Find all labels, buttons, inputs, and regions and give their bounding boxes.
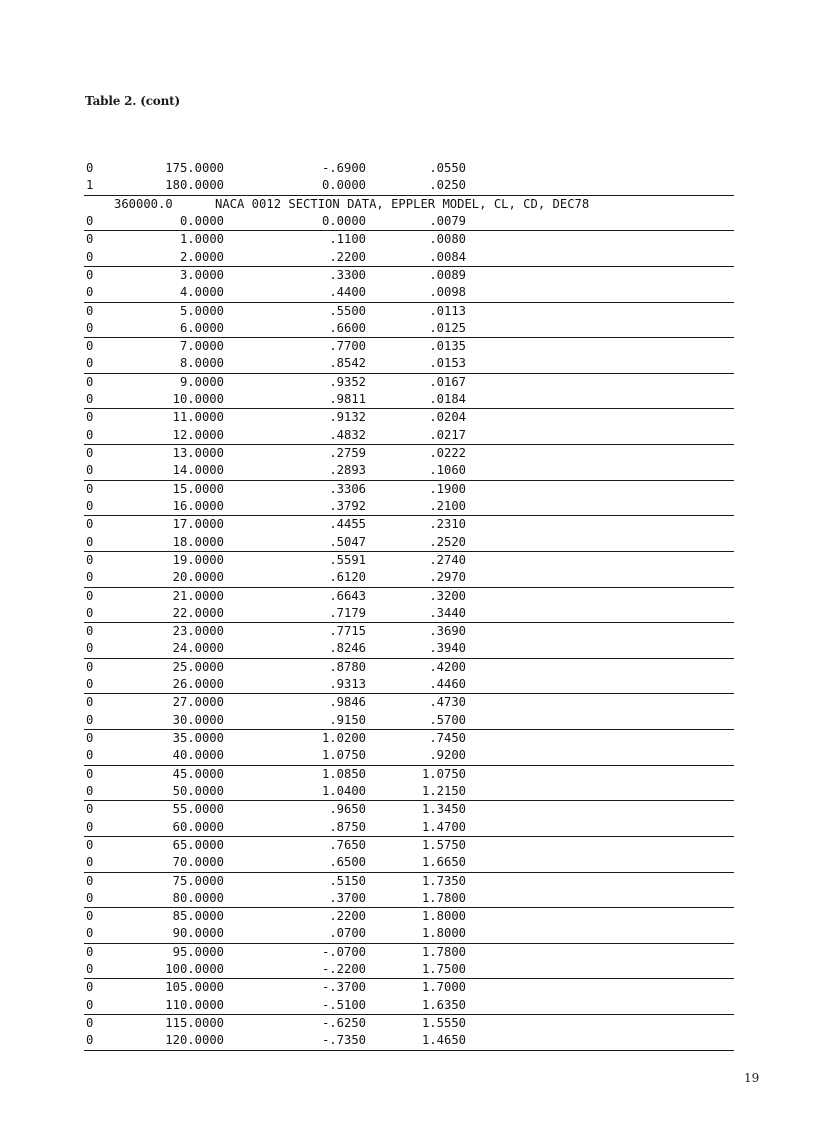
- row-alpha: 7.0000: [179, 339, 224, 354]
- row-cl: .8780: [329, 659, 366, 674]
- row-flag: 0: [86, 926, 94, 941]
- row-cd: .4200: [429, 659, 466, 674]
- table-row: [84, 427, 734, 445]
- row-cl: .3700: [329, 890, 366, 905]
- row-alpha: 90.0000: [172, 926, 224, 941]
- row-cd: .4460: [429, 677, 466, 692]
- row-flag: 0: [86, 1016, 94, 1030]
- row-cd: .2970: [429, 570, 466, 585]
- table-row: [84, 873, 734, 890]
- row-alpha: 105.0000: [165, 980, 224, 995]
- row-alpha: 35.0000: [172, 731, 224, 745]
- row-alpha: 1.0000: [179, 232, 224, 247]
- row-flag: 0: [86, 712, 94, 727]
- row-flag: 0: [86, 463, 94, 478]
- row-flag: 0: [86, 588, 94, 603]
- row-cd: .2100: [429, 498, 466, 513]
- row-alpha: 9.0000: [179, 374, 224, 389]
- row-alpha: 120.0000: [165, 1033, 224, 1048]
- row-flag: 0: [86, 890, 94, 905]
- row-alpha: 24.0000: [172, 641, 224, 656]
- row-cd: .0080: [429, 232, 466, 247]
- section-header-row: [84, 196, 734, 213]
- row-cd: 1.6650: [421, 855, 466, 870]
- row-cl: .9650: [329, 802, 366, 817]
- table-row: [84, 747, 734, 765]
- row-flag: 0: [86, 498, 94, 513]
- row-cd: 1.5550: [421, 1016, 466, 1030]
- row-cl: .2759: [329, 446, 366, 460]
- row-cl: -.6250: [321, 1016, 366, 1030]
- row-alpha: 11.0000: [172, 410, 224, 425]
- table-row: [84, 694, 734, 711]
- row-cd: 1.6350: [421, 997, 466, 1012]
- row-cl: .6600: [329, 320, 366, 335]
- row-alpha: 8.0000: [179, 356, 224, 371]
- row-alpha: 60.0000: [172, 819, 224, 834]
- table-row: [84, 854, 734, 872]
- row-flag: 0: [86, 320, 94, 335]
- row-flag: 0: [86, 1033, 94, 1048]
- row-flag: 0: [86, 605, 94, 620]
- row-cd: 1.7500: [421, 962, 466, 977]
- table-row: [84, 445, 734, 462]
- row-cl: 1.0850: [321, 766, 366, 781]
- table-row: [84, 961, 734, 979]
- row-flag: 0: [86, 783, 94, 798]
- table-row: [84, 837, 734, 854]
- row-alpha: 23.0000: [172, 624, 224, 639]
- row-alpha: 115.0000: [165, 1016, 224, 1030]
- data-table: [84, 160, 734, 1051]
- row-cl: .5591: [329, 552, 366, 567]
- row-cd: .0167: [429, 374, 466, 389]
- row-flag: 0: [86, 944, 94, 959]
- row-flag: 0: [86, 731, 94, 745]
- row-flag: 0: [86, 962, 94, 977]
- row-cl: .2893: [329, 463, 366, 478]
- row-flag: 0: [86, 552, 94, 567]
- row-cl: 1.0200: [321, 731, 366, 745]
- table-row: [84, 249, 734, 267]
- row-cd: 1.7000: [421, 980, 466, 995]
- section-title: NACA 0012 SECTION DATA, EPPLER MODEL, CL, CD, DEC78: [215, 196, 590, 211]
- table-row: [84, 1032, 734, 1050]
- row-alpha: 5.0000: [179, 303, 224, 318]
- row-flag: 0: [86, 909, 94, 924]
- row-cd: 1.4700: [421, 819, 466, 834]
- table-row: [84, 640, 734, 658]
- row-flag: 0: [86, 161, 94, 175]
- row-cd: .0222: [429, 446, 466, 460]
- row-cl: .4400: [329, 285, 366, 300]
- table-row: [84, 462, 734, 480]
- row-cl: 1.0400: [321, 783, 366, 798]
- row-alpha: 85.0000: [172, 909, 224, 924]
- row-cl: .7700: [329, 339, 366, 354]
- row-flag: 0: [86, 446, 94, 460]
- row-alpha: 3.0000: [179, 267, 224, 282]
- row-cl: .9313: [329, 677, 366, 692]
- row-alpha: 27.0000: [172, 695, 224, 710]
- row-flag: 0: [86, 392, 94, 407]
- row-flag: 0: [86, 766, 94, 781]
- row-flag: 0: [86, 285, 94, 300]
- row-flag: 0: [86, 410, 94, 425]
- row-cd: .0217: [429, 427, 466, 442]
- row-alpha: 14.0000: [172, 463, 224, 478]
- row-cl: .4832: [329, 427, 366, 442]
- row-cd: .7450: [429, 731, 466, 745]
- row-cd: 1.7800: [421, 944, 466, 959]
- table-row: [84, 979, 734, 996]
- table-row: [84, 659, 734, 676]
- section-id: 360000.0: [114, 196, 173, 211]
- row-flag: 1: [86, 178, 94, 193]
- table-row: [84, 177, 734, 195]
- row-alpha: 21.0000: [172, 588, 224, 603]
- row-cd: .0135: [429, 339, 466, 354]
- table-row: [84, 997, 734, 1015]
- table-row: [84, 766, 734, 783]
- row-cd: 1.7350: [421, 873, 466, 888]
- row-cl: 0.0000: [321, 213, 366, 228]
- row-cl: .7715: [329, 624, 366, 639]
- row-cl: .9352: [329, 374, 366, 389]
- row-cd: .0184: [429, 392, 466, 407]
- row-cd: .0089: [429, 267, 466, 282]
- row-flag: 0: [86, 997, 94, 1012]
- row-flag: 0: [86, 748, 94, 763]
- table-row: [84, 534, 734, 552]
- row-cl: .6643: [329, 588, 366, 603]
- row-cl: .5500: [329, 303, 366, 318]
- row-cd: .0153: [429, 356, 466, 371]
- row-alpha: 110.0000: [165, 997, 224, 1012]
- table-row: [84, 213, 734, 231]
- row-flag: 0: [86, 339, 94, 354]
- row-flag: 0: [86, 267, 94, 282]
- table-row: [84, 409, 734, 426]
- row-cl: .3792: [329, 498, 366, 513]
- row-cl: .9811: [329, 392, 366, 407]
- row-cd: 1.7800: [421, 890, 466, 905]
- row-cd: .2520: [429, 534, 466, 549]
- row-cd: .2740: [429, 552, 466, 567]
- row-flag: 0: [86, 570, 94, 585]
- table-row: [84, 303, 734, 320]
- row-cd: .0098: [429, 285, 466, 300]
- row-alpha: 75.0000: [172, 873, 224, 888]
- table-row: [84, 498, 734, 516]
- table-row: [84, 890, 734, 908]
- table-row: [84, 231, 734, 248]
- row-alpha: 175.0000: [165, 161, 224, 175]
- row-alpha: 10.0000: [172, 392, 224, 407]
- row-cl: -.5100: [321, 997, 366, 1012]
- row-cd: 1.5750: [421, 837, 466, 852]
- row-cl: .6500: [329, 855, 366, 870]
- row-alpha: 17.0000: [172, 517, 224, 532]
- row-cd: 1.3450: [421, 802, 466, 817]
- table-row: [84, 801, 734, 818]
- table-row: [84, 588, 734, 605]
- row-alpha: 25.0000: [172, 659, 224, 674]
- table-row: [84, 1015, 734, 1032]
- row-cl: .5047: [329, 534, 366, 549]
- table-row: [84, 676, 734, 694]
- table-row: [84, 569, 734, 587]
- row-cd: .0079: [429, 213, 466, 228]
- table-row: [84, 284, 734, 302]
- row-cl: 1.0750: [321, 748, 366, 763]
- row-cl: .7650: [329, 837, 366, 852]
- row-cl: .9150: [329, 712, 366, 727]
- row-alpha: 22.0000: [172, 605, 224, 620]
- row-flag: 0: [86, 303, 94, 318]
- row-alpha: 16.0000: [172, 498, 224, 513]
- row-flag: 0: [86, 481, 94, 496]
- row-flag: 0: [86, 855, 94, 870]
- row-cd: .5700: [429, 712, 466, 727]
- row-cl: .5150: [329, 873, 366, 888]
- row-alpha: 18.0000: [172, 534, 224, 549]
- row-cl: .8542: [329, 356, 366, 371]
- page-number: 19: [744, 1071, 760, 1085]
- table-row: [84, 730, 734, 747]
- table-row: [84, 160, 734, 177]
- row-cl: .2200: [329, 909, 366, 924]
- row-flag: 0: [86, 819, 94, 834]
- row-cd: .0084: [429, 249, 466, 264]
- row-alpha: 70.0000: [172, 855, 224, 870]
- row-flag: 0: [86, 427, 94, 442]
- row-cd: .3440: [429, 605, 466, 620]
- row-flag: 0: [86, 980, 94, 995]
- row-flag: 0: [86, 659, 94, 674]
- row-cl: .8750: [329, 819, 366, 834]
- row-cd: .1060: [429, 463, 466, 478]
- row-cl: .9132: [329, 410, 366, 425]
- row-cd: .0125: [429, 320, 466, 335]
- row-cl: .1100: [329, 232, 366, 247]
- row-alpha: 4.0000: [179, 285, 224, 300]
- row-alpha: 55.0000: [172, 802, 224, 817]
- row-alpha: 0.0000: [179, 213, 224, 228]
- row-alpha: 45.0000: [172, 766, 224, 781]
- row-cl: .3300: [329, 267, 366, 282]
- row-flag: 0: [86, 232, 94, 247]
- row-cd: .3940: [429, 641, 466, 656]
- row-cl: -.3700: [321, 980, 366, 995]
- row-cd: .0250: [429, 178, 466, 193]
- row-alpha: 180.0000: [165, 178, 224, 193]
- row-cl: .2200: [329, 249, 366, 264]
- row-cd: 1.8000: [421, 909, 466, 924]
- row-flag: 0: [86, 837, 94, 852]
- row-cd: .3200: [429, 588, 466, 603]
- row-alpha: 19.0000: [172, 552, 224, 567]
- table-row: [84, 481, 734, 498]
- row-cd: .0550: [429, 161, 466, 175]
- row-cd: .0204: [429, 410, 466, 425]
- table-row: [84, 552, 734, 569]
- row-cl: -.0700: [321, 944, 366, 959]
- row-cl: -.7350: [321, 1033, 366, 1048]
- row-cl: .9846: [329, 695, 366, 710]
- row-alpha: 6.0000: [179, 320, 224, 335]
- table-row: [84, 355, 734, 373]
- table-row: [84, 320, 734, 338]
- row-flag: 0: [86, 356, 94, 371]
- row-cl: .6120: [329, 570, 366, 585]
- row-cd: .4730: [429, 695, 466, 710]
- table-row: [84, 925, 734, 943]
- row-alpha: 12.0000: [172, 427, 224, 442]
- table-row: [84, 391, 734, 409]
- row-flag: 0: [86, 213, 94, 228]
- row-alpha: 15.0000: [172, 481, 224, 496]
- row-alpha: 40.0000: [172, 748, 224, 763]
- table-caption: Table 2. (cont): [85, 94, 180, 108]
- row-cl: .4455: [329, 517, 366, 532]
- row-cl: -.2200: [321, 962, 366, 977]
- row-cd: 1.4650: [421, 1033, 466, 1048]
- table-row: [84, 267, 734, 284]
- row-cd: .0113: [429, 303, 466, 318]
- table-row: [84, 605, 734, 623]
- row-cd: .2310: [429, 517, 466, 532]
- table-row: [84, 712, 734, 730]
- row-cd: 1.0750: [421, 766, 466, 781]
- table-row: [84, 908, 734, 925]
- row-alpha: 65.0000: [172, 837, 224, 852]
- row-cl: .3306: [329, 481, 366, 496]
- row-cd: 1.2150: [421, 783, 466, 798]
- table-row: [84, 783, 734, 801]
- row-flag: 0: [86, 517, 94, 532]
- row-flag: 0: [86, 802, 94, 817]
- row-flag: 0: [86, 873, 94, 888]
- row-alpha: 100.0000: [165, 962, 224, 977]
- table-row: [84, 338, 734, 355]
- row-cl: .0700: [329, 926, 366, 941]
- row-flag: 0: [86, 695, 94, 710]
- row-cd: .1900: [429, 481, 466, 496]
- row-alpha: 26.0000: [172, 677, 224, 692]
- row-flag: 0: [86, 641, 94, 656]
- table-row: [84, 374, 734, 391]
- row-alpha: 80.0000: [172, 890, 224, 905]
- table-row: [84, 516, 734, 533]
- row-cl: 0.0000: [321, 178, 366, 193]
- row-flag: 0: [86, 249, 94, 264]
- row-flag: 0: [86, 677, 94, 692]
- table-row: [84, 944, 734, 961]
- row-alpha: 30.0000: [172, 712, 224, 727]
- row-alpha: 50.0000: [172, 783, 224, 798]
- row-flag: 0: [86, 624, 94, 639]
- row-flag: 0: [86, 534, 94, 549]
- row-cd: .3690: [429, 624, 466, 639]
- row-alpha: 2.0000: [179, 249, 224, 264]
- row-cl: -.6900: [321, 161, 366, 175]
- row-alpha: 20.0000: [172, 570, 224, 585]
- row-alpha: 95.0000: [172, 944, 224, 959]
- table-row: [84, 819, 734, 837]
- row-cd: .9200: [429, 748, 466, 763]
- row-cl: .7179: [329, 605, 366, 620]
- row-alpha: 13.0000: [172, 446, 224, 460]
- row-flag: 0: [86, 374, 94, 389]
- row-cd: 1.8000: [421, 926, 466, 941]
- row-cl: .8246: [329, 641, 366, 656]
- table-row: [84, 623, 734, 640]
